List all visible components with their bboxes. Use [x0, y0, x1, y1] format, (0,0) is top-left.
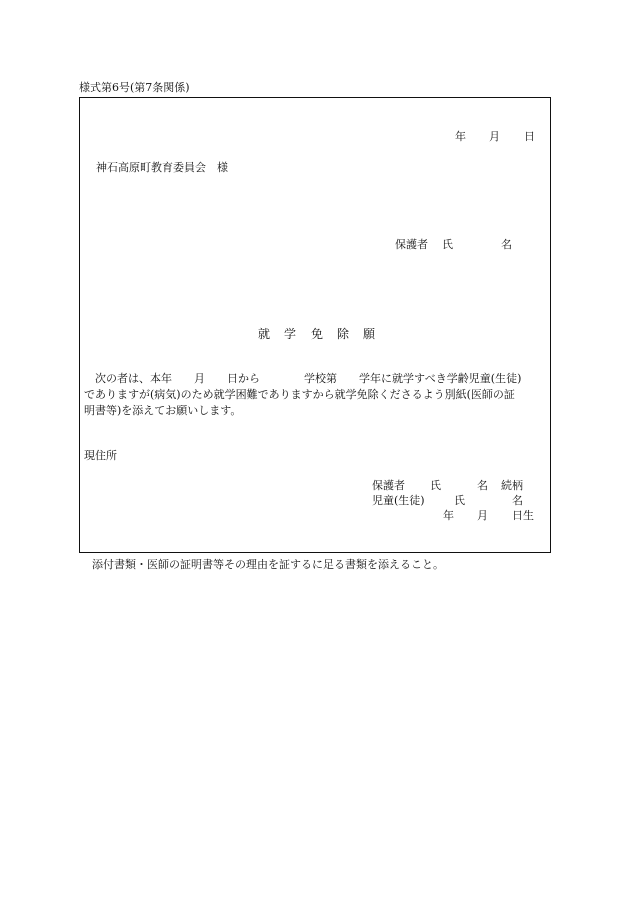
guardian-role-label: 保護者 [395, 238, 428, 251]
date-day-label: 日 [524, 130, 535, 143]
guardian-row-relation: 続柄 [501, 479, 523, 492]
guardian-row-role: 保護者 [372, 479, 405, 492]
guardian-given-name-label: 名 [501, 238, 512, 251]
child-row-role: 児童(生徒) [372, 494, 425, 507]
body-line-2: でありますが(病気)のため就学困難でありますから就学免除くださるよう別紙(医師の証 [84, 388, 515, 401]
form-title-char-5: 願 [363, 327, 376, 341]
current-address-label: 現住所 [84, 449, 117, 462]
child-row-given: 名 [512, 494, 523, 507]
guardian-row-given: 名 [477, 479, 488, 492]
body-line-1: 次の者は、本年 月 日から 学校第 学年に就学すべき学齢児童(生徒) [84, 372, 522, 385]
birth-day-label: 日生 [512, 509, 534, 522]
body-line-3: 明書等)を添えてお願いします。 [84, 404, 242, 417]
form-title-char-2: 学 [284, 327, 297, 341]
guardian-row-family: 氏 [430, 479, 441, 492]
form-title-char-3: 免 [311, 327, 324, 341]
form-title-char-1: 就 [258, 327, 271, 341]
form-title-char-4: 除 [337, 327, 350, 341]
date-year-label: 年 [455, 130, 466, 143]
child-row-family: 氏 [454, 494, 465, 507]
birth-month-label: 月 [477, 509, 488, 522]
date-month-label: 月 [489, 130, 500, 143]
addressee: 神石高原町教育委員会 様 [96, 161, 228, 174]
guardian-family-name-label: 氏 [442, 238, 453, 251]
footnote: 添付書類・医師の証明書等その理由を証するに足る書類を添えること。 [92, 558, 444, 571]
form-number: 様式第6号(第7条関係) [79, 81, 190, 94]
birth-year-label: 年 [443, 509, 454, 522]
